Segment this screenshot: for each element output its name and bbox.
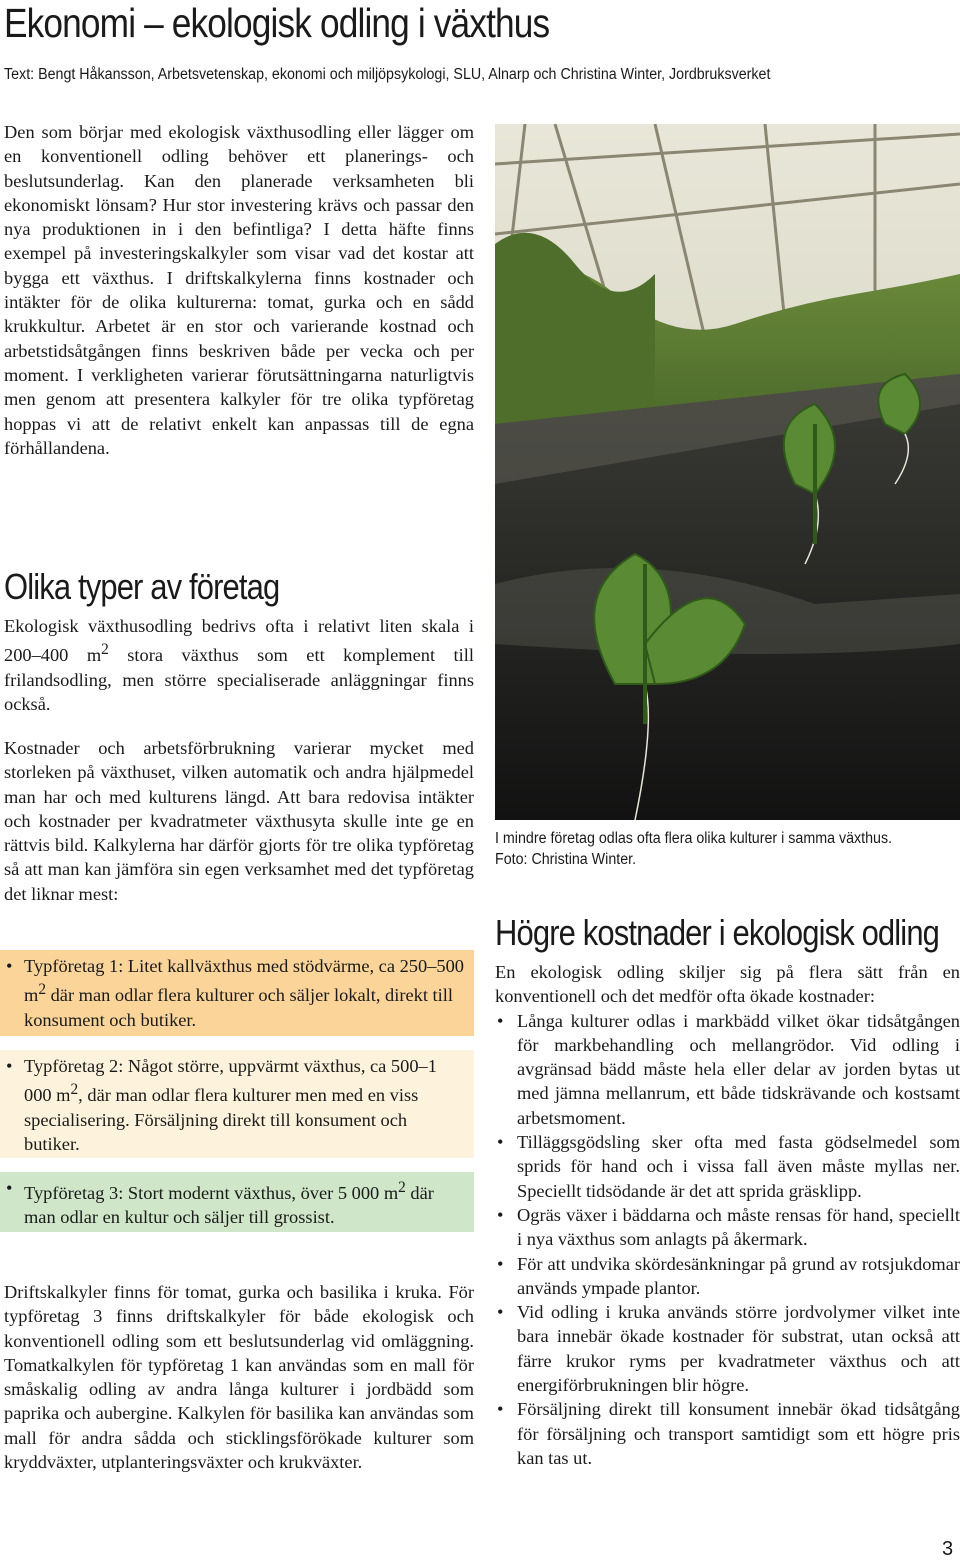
type-2-text-a: Typföretag 2: Något större, uppvärmt växthus, ca 500–1 000 m (24, 1056, 437, 1106)
bullet-icon: • (497, 1399, 504, 1420)
cost-bullet-text: Tilläggsgödsling sker ofta med fasta gödselmedel som sprids för hand och i vissa fall även måste myllas ner. Speciellt tidsödande är det att sprida gräsklipp. (517, 1132, 960, 1201)
type-3-text-b: där man odlar en kultur och säljer till grossist. (24, 1183, 434, 1228)
cost-bullet-text: Ogräs växer i bäddarna och måste rensas för hand, speciellt i nya växthus som anlagts på åkermark. (517, 1204, 960, 1250)
article-title: Ekonomi – ekologisk odling i växthus (4, 0, 550, 46)
type-3-text-a: Typföretag 3: Stort modernt växthus, över 5 000 m (24, 1183, 399, 1204)
photo-credit: Foto: Christina Winter. (495, 851, 637, 868)
section2-body (495, 960, 960, 1470)
cost-bullet-item (495, 1203, 960, 1252)
bullet-icon: • (497, 1253, 504, 1274)
cost-bullet-item (495, 1300, 960, 1397)
p3-text: Driftskalkyler finns för tomat, gurka och basilika i kruka. För typföretag 3 finns driftskalkyler för både ekologisk och konventionell odling som ett beslutsunderlag vid omläggning. Tomatkalkylen för typföretag 1 kan användas som en mall för småskalig odling av andra långa kulturer i jordbädd som paprika och aubergine. Kalkylen för basilika kan användas som mall för andra sådda och sticklingsförökade kulturer som kryddväxter, utplanteringsväxter och krukväxter. (4, 1282, 474, 1473)
type-box-1 (0, 950, 474, 1036)
section-heading-higher-costs (495, 912, 960, 954)
greenhouse-photo (495, 124, 960, 820)
p1-text-b: stora växthus som ett komplement till frilandsodling, men större specialiserade anläggningar finns också. (4, 645, 474, 715)
type-box-3 (0, 1172, 474, 1232)
section1-paragraph-2 (4, 736, 474, 906)
intro-paragraph-container (4, 120, 474, 460)
byline: Text: Bengt Håkansson, Arbetsvetenskap, ekonomi och miljöpsykologi, SLU, Alnarp och Christina Winter, Jordbruksverket (4, 66, 771, 83)
cost-bullet-list (495, 1009, 960, 1471)
type-3-sup: 2 (398, 1179, 406, 1196)
bullet-icon: • (497, 1204, 504, 1225)
bullet-icon: • (6, 1056, 13, 1076)
p1-text-a: Ekologisk växthusodling bedrivs ofta i relativt liten skala i 200–400 m (4, 616, 474, 666)
page-number: 3 (942, 1538, 954, 1560)
cost-bullet-item (495, 1252, 960, 1301)
section2-intro: En ekologisk odling skiljer sig på flera sätt från en konventionell och det medför ofta ökade kostnader: (495, 962, 960, 1007)
bullet-icon: • (6, 1178, 13, 1198)
photo-caption (495, 828, 923, 870)
cost-bullet-text: Långa kulturer odlas i markbädd vilket ökar tidsåtgången för markbehandling och mellangrödor. Vid odling i avgränsad bädd måste hela eller delar av jorden bytas ut med jämna mellanrum, ett både tidskrävande och kostsamt arbetsmoment. (517, 1010, 960, 1128)
caption-text: I mindre företag odlas ofta flera olika kulturer i samma växthus. (495, 830, 893, 847)
cost-bullet-text: För att undvika skördesänkningar på grund av rotsjukdomar används ympade plantor. (517, 1253, 960, 1298)
type-1-text-a: Typföretag 1: Litet kallväxthus med stödvärme, ca 250–500 m (24, 956, 464, 1006)
section-heading-company-types (4, 566, 324, 608)
cost-bullet-item (495, 1009, 960, 1130)
bullet-icon: • (497, 1132, 504, 1153)
type-1-sup: 2 (38, 981, 46, 999)
bullet-icon: • (497, 1302, 504, 1323)
type-2-sup: 2 (70, 1081, 79, 1099)
intro-paragraph: Den som börjar med ekologisk växthusodling eller lägger om en konventionell odling behöver ett planerings- och beslutsunderlag. Kan den planerade verksamheten bli ekonomiskt lönsam? Hur stor investering krävs och passar den nya produktionen in i den befintliga? I detta häfte finns exempel på investeringskalkyler som visar vad det kostar att bygga ett växthus. I driftskalkylerna finns kostnader och intäkter för de olika kulturerna: tomat, gurka och en sådd krukkultur. Arbetet är en stor och varierande kostnad och arbetstidsåtgången finns beskriven både per vecka och per moment. I verkligheten varierar förutsättningarna naturligtvis men genom att presentera kalkyler för tre olika typföretag hoppas vi att de relativt enkelt kan anpassas till de egna förhållandena. (4, 122, 474, 458)
greenhouse-photo-image (495, 124, 960, 820)
section1-paragraph-1 (4, 614, 474, 716)
section-heading-text: Högre kostnader i ekologisk odling (495, 912, 940, 953)
section-heading-text: Olika typer av företag (4, 566, 280, 607)
bullet-icon: • (497, 1010, 504, 1031)
section1-paragraph-3 (4, 1280, 474, 1474)
type-1-text-b: där man odlar flera kulturer och säljer lokalt, direkt till konsument och butiker. (24, 985, 453, 1030)
cost-bullet-item (495, 1130, 960, 1203)
cost-bullet-text: Vid odling i kruka används större jordvolymer vilket inte bara innebär ökade kostnader för substrat, utan också att färre krukor ryms per kvadratmeter växthus och att energiförbrukningen blir högre. (517, 1302, 960, 1396)
p2-text: Kostnader och arbetsförbrukning varierar mycket med storleken på växthuset, vilken automatik och andra hjälpmedel man har och med kulturens längd. Att bara redovisa intäkter och kostnader per kvadratmeter växthusyta skulle inte ge en rättvis bild. Kalkylerna har därför gjorts för tre olika typföretag så att man kan jämföra sin egen verksamhet med det typföretag det liknar mest: (4, 738, 474, 904)
type-box-2 (0, 1050, 474, 1158)
bullet-icon: • (6, 956, 13, 976)
cost-bullet-text: Försäljning direkt till konsument innebär ökad tidsåtgång för försäljning och transport samtidigt som ett högre pris kan tas ut. (517, 1399, 960, 1468)
type-2-text-b: , där man odlar flera kulturer men med en viss specialisering. Försäljning direkt till konsument och butiker. (24, 1085, 419, 1155)
cost-bullet-item (495, 1397, 960, 1470)
p1-sup: 2 (101, 641, 109, 659)
